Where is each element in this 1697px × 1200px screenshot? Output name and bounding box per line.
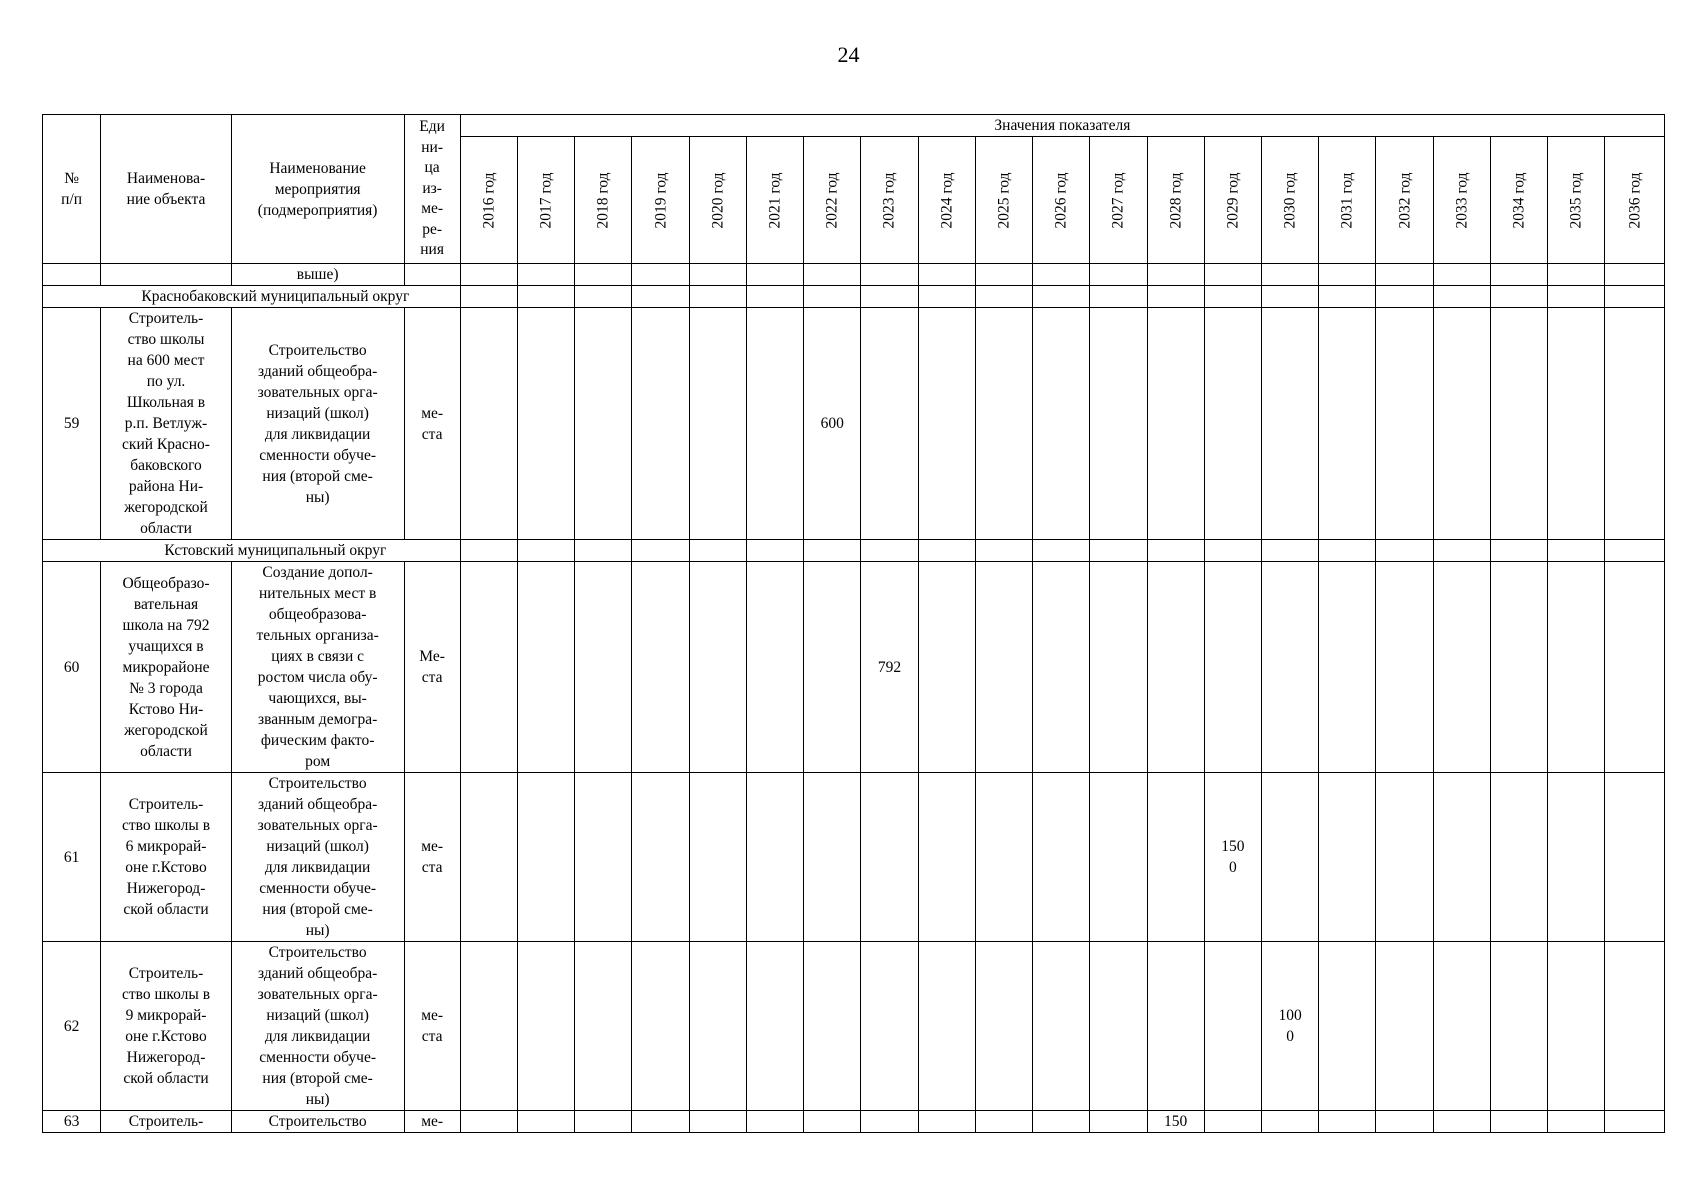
header-values-title: Значения показателя <box>460 115 1664 137</box>
year-2027: 2027 год <box>1090 137 1147 264</box>
event-name: Создание допол- нительных мест в общеобразова- тельных организа- циях в связи с ростом числа обу- чающихся, вы- званным демогра- фическим факто- ром <box>231 562 404 773</box>
table-row <box>43 562 1665 773</box>
header-object: Наименова- ние объекта <box>101 115 232 264</box>
object-name: Строитель- ство школы на 600 мест по ул. Школьная в р.п. Ветлуж- ский Красно- баковского района Ни- жегородской области <box>101 308 232 540</box>
year-2024: 2024 год <box>918 137 975 264</box>
year-2034: 2034 год <box>1490 137 1547 264</box>
region-row-kstovsky <box>43 540 1665 562</box>
year-2018: 2018 год <box>575 137 632 264</box>
continuation-event: выше) <box>231 264 404 286</box>
year-2025: 2025 год <box>975 137 1032 264</box>
unit: ме- ста <box>404 773 460 942</box>
header-row-top <box>43 115 1665 137</box>
unit: ме- ста <box>404 308 460 540</box>
year-2017: 2017 год <box>517 137 574 264</box>
row-num: 62 <box>43 942 101 1111</box>
page-number: 24 <box>837 42 860 67</box>
value-2028: 150 <box>1147 1111 1204 1133</box>
region-title: Краснобаковский муниципальный округ <box>43 286 461 308</box>
year-2031: 2031 год <box>1319 137 1376 264</box>
header-num: № п/п <box>43 115 101 264</box>
object-name: Строитель- <box>101 1111 232 1133</box>
value-2022: 600 <box>804 308 861 540</box>
object-name: Строитель- ство школы в 9 микрорай- оне г.Кстово Нижегород- ской области <box>101 942 232 1111</box>
year-2030: 2030 год <box>1262 137 1319 264</box>
header-event: Наименование мероприятия (подмероприятия) <box>231 115 404 264</box>
row-num: 63 <box>43 1111 101 1133</box>
row-num: 61 <box>43 773 101 942</box>
year-2022: 2022 год <box>804 137 861 264</box>
year-2035: 2035 год <box>1548 137 1605 264</box>
year-2036: 2036 год <box>1605 137 1665 264</box>
event-name: Строительство зданий общеобра- зовательных орга- низаций (школ) для ликвидации сменности обуче- ния (второй сме- ны) <box>231 773 404 942</box>
table-row <box>43 1111 1665 1133</box>
value-2029: 150 0 <box>1204 773 1261 942</box>
object-name: Общеобразо- вательная школа на 792 учащихся в микрорайоне № 3 города Кстово Ни- жегородской области <box>101 562 232 773</box>
table-row <box>43 942 1665 1111</box>
year-2016: 2016 год <box>460 137 517 264</box>
year-2020: 2020 год <box>689 137 746 264</box>
year-2026: 2026 год <box>1033 137 1090 264</box>
year-2033: 2033 год <box>1433 137 1490 264</box>
region-row-krasnobakovsky <box>43 286 1665 308</box>
table-row-continuation <box>43 264 1665 286</box>
year-2021: 2021 год <box>746 137 803 264</box>
indicator-table <box>42 114 1665 1133</box>
value-2030: 100 0 <box>1262 942 1319 1111</box>
value-2023: 792 <box>861 562 918 773</box>
table-row <box>43 773 1665 942</box>
object-name: Строитель- ство школы в 6 микрорай- оне г.Кстово Нижегород- ской области <box>101 773 232 942</box>
event-name: Строительство <box>231 1111 404 1133</box>
year-2028: 2028 год <box>1147 137 1204 264</box>
unit: Ме- ста <box>404 562 460 773</box>
year-2032: 2032 год <box>1376 137 1433 264</box>
unit: ме- <box>404 1111 460 1133</box>
year-2029: 2029 год <box>1204 137 1261 264</box>
unit: ме- ста <box>404 942 460 1111</box>
region-title: Кстовский муниципальный округ <box>43 540 461 562</box>
header-unit: Еди ни- ца из- ме- ре- ния <box>404 115 460 264</box>
event-name: Строительство зданий общеобра- зовательных орга- низаций (школ) для ликвидации сменности обуче- ния (второй сме- ны) <box>231 308 404 540</box>
table-row <box>43 308 1665 540</box>
year-2019: 2019 год <box>632 137 689 264</box>
event-name: Строительство зданий общеобра- зовательных орга- низаций (школ) для ликвидации сменности обуче- ния (второй сме- ны) <box>231 942 404 1111</box>
row-num: 60 <box>43 562 101 773</box>
row-num: 59 <box>43 308 101 540</box>
year-2023: 2023 год <box>861 137 918 264</box>
